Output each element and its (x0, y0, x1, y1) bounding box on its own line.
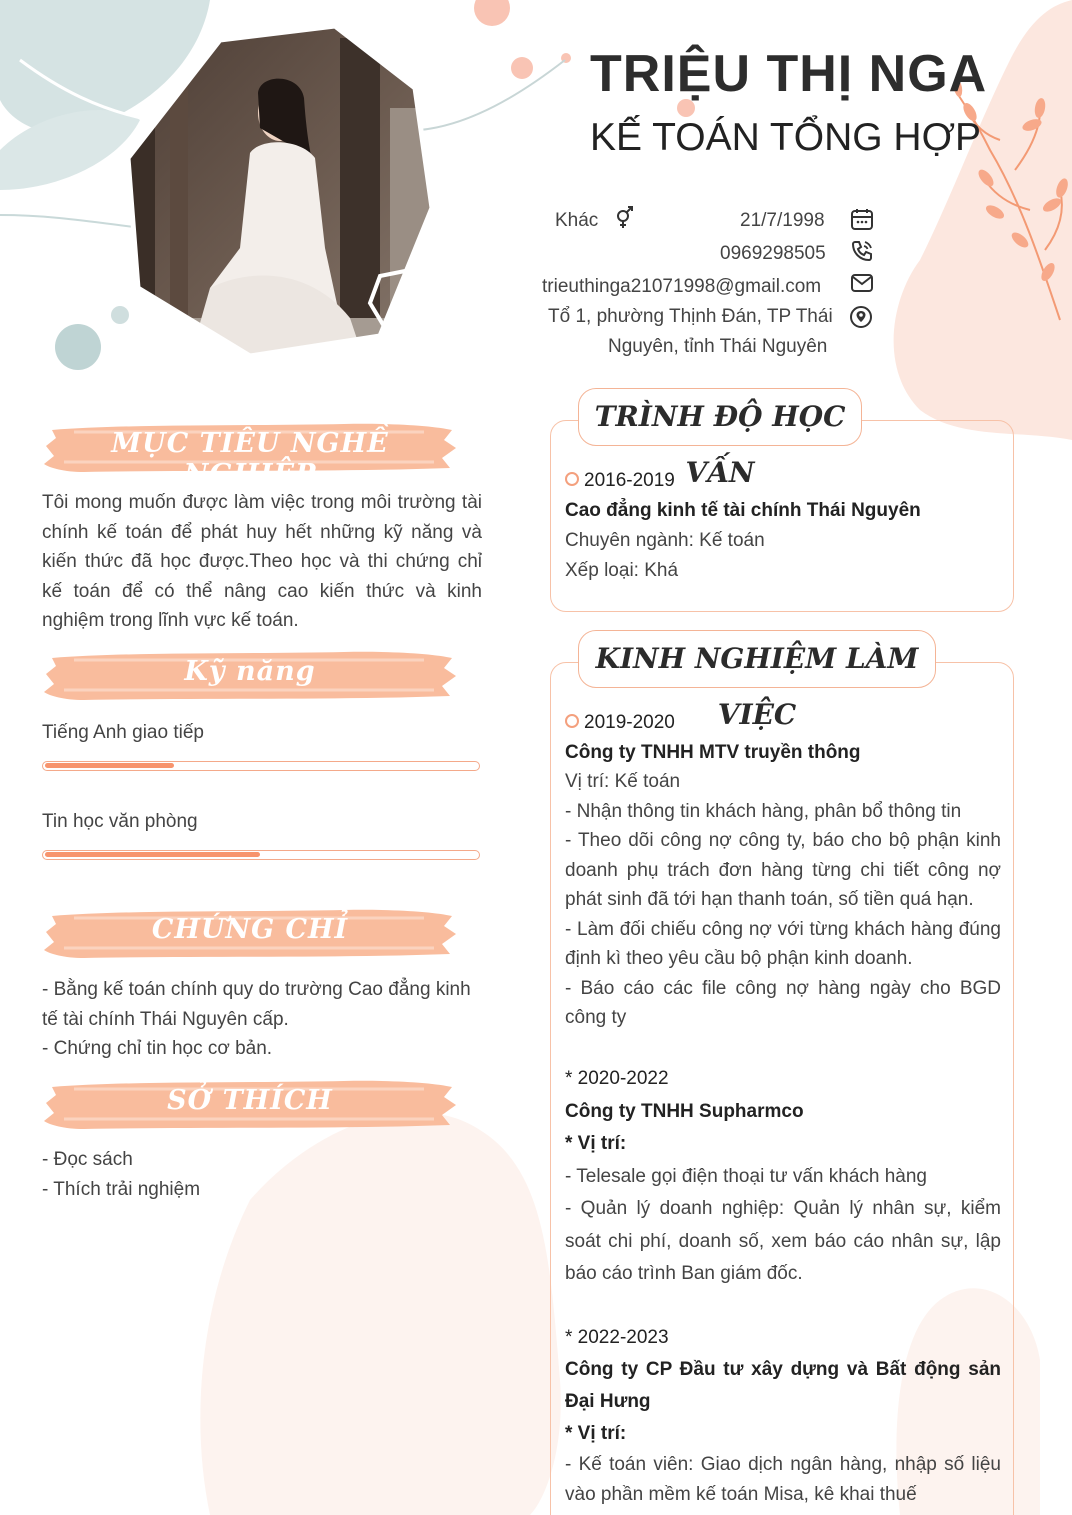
job-company: Công ty CP Đầu tư xây dựng và Bất động sản Đại Hưng (565, 1359, 1001, 1412)
skill-bar-fill (45, 852, 260, 857)
job-period: 2019-2020 (584, 712, 675, 733)
job-period: * 2020-2022 (565, 1068, 669, 1089)
job-title: KẾ TOÁN TỔNG HỢP (590, 116, 982, 159)
job-duty: - Báo cáo các file công nợ hàng ngày cho BGD công ty (565, 977, 1001, 1028)
calendar-icon (850, 207, 874, 231)
job-duty: - Kế toán viên: Giao dịch ngân hàng, nhập số liệu vào phần mềm kế toán Misa, kê khai thuế (565, 1454, 1001, 1505)
job-1 (565, 708, 1001, 1033)
hobby-item: - Thích trải nghiệm (42, 1178, 201, 1200)
profile-photo (110, 18, 460, 378)
certificates-list (42, 975, 482, 1064)
mail-icon (850, 271, 874, 295)
skill-name: Tiếng Anh giao tiếp (42, 722, 204, 743)
job-period: * 2022-2023 (565, 1327, 669, 1348)
job-3 (565, 1322, 1001, 1510)
certificates-heading: CHỨNG CHỈ (151, 914, 349, 945)
skill-bar (42, 850, 480, 860)
phone-icon (850, 239, 874, 263)
job-duty: - Quản lý doanh nghiệp: Quản lý nhân sự, kiểm soát chi phí, doanh số, xem báo cáo nhân sự, lập báo cáo trình Ban giám đốc. (565, 1198, 1001, 1284)
hobby-item: - Đọc sách (42, 1149, 133, 1170)
location-icon (849, 305, 873, 329)
job-duty: - Làm đối chiếu công nợ với từng khách hàng đúng định kì theo yêu cầu bộ phận kinh doanh. (565, 918, 1001, 969)
email-value[interactable]: trieuthinga21071998@gmail.com (542, 276, 822, 297)
gender-icon (612, 206, 636, 230)
experience-heading: KINH NGHIỆM LÀM VIỆC (595, 642, 919, 731)
education-content (565, 466, 1001, 586)
objective-text: Tôi mong muốn được làm việc trong môi trường tài chính kế toán để phát huy hết những kỹ năng và kiến thức đã học được.Theo học và thi chứng chỉ kế toán để có thể nâng cao kiến thức và kinh nghiệm trong lĩnh vực kế toán. (42, 492, 482, 631)
hobbies-list (42, 1145, 482, 1204)
hobbies-heading: SỞ THÍCH (167, 1085, 333, 1116)
job-duty: - Telesale gọi điện thoại tư vấn khách hàng (565, 1165, 928, 1187)
objective-heading: MỤC TIÊU NGHỀ NGHIỆP (111, 428, 389, 490)
timeline-dot-icon (565, 472, 579, 486)
birthday-value: 21/7/1998 (740, 210, 825, 231)
phone-value: 0969298505 (720, 243, 826, 264)
education-heading: TRÌNH ĐỘ HỌC VẤN (594, 400, 846, 489)
address-line-1: Tổ 1, phường Thịnh Đán, TP Thái (548, 306, 833, 327)
skills-heading: Kỹ năng (184, 656, 316, 687)
job-company: Công ty TNHH MTV truyền thông (565, 741, 861, 763)
job-company: Công ty TNHH Supharmco (565, 1100, 804, 1122)
job-position: Vị trí: Kế toán (565, 771, 681, 792)
education-school: Cao đẳng kinh tế tài chính Thái Nguyên (565, 500, 921, 521)
education-major: Chuyên ngành: Kế toán (565, 530, 765, 551)
job-duty: - Theo dõi công nợ công ty, báo cho bộ phận kinh doanh phụ trách đơn hàng từng chi tiết công nợ phát sinh đã tới hạn thanh toán, số tiền quá hạn. (565, 830, 1001, 910)
gender-value: Khác (555, 210, 599, 231)
skill-bar (42, 761, 480, 771)
job-2 (565, 1063, 1001, 1291)
skill-name: Tin học văn phòng (42, 811, 198, 832)
education-rank: Xếp loại: Khá (565, 560, 679, 581)
address-line-2: Nguyên, tỉnh Thái Nguyên (608, 336, 828, 357)
education-period: 2016-2019 (584, 470, 675, 491)
timeline-dot-icon (565, 714, 579, 728)
job-position: * Vị trí: (565, 1423, 627, 1444)
certificate-item: - Chứng chỉ tin học cơ bản. (42, 1038, 273, 1059)
skill-bar-fill (45, 763, 174, 768)
job-duty: - Nhận thông tin khách hàng, phân bổ thông tin (565, 800, 962, 822)
job-position: * Vị trí: (565, 1133, 627, 1154)
candidate-name: TRIỆU THỊ NGA (590, 45, 988, 103)
certificate-item: - Bằng kế toán chính quy do trường Cao đẳng kinh tế tài chính Thái Nguyên cấp. (42, 979, 471, 1030)
